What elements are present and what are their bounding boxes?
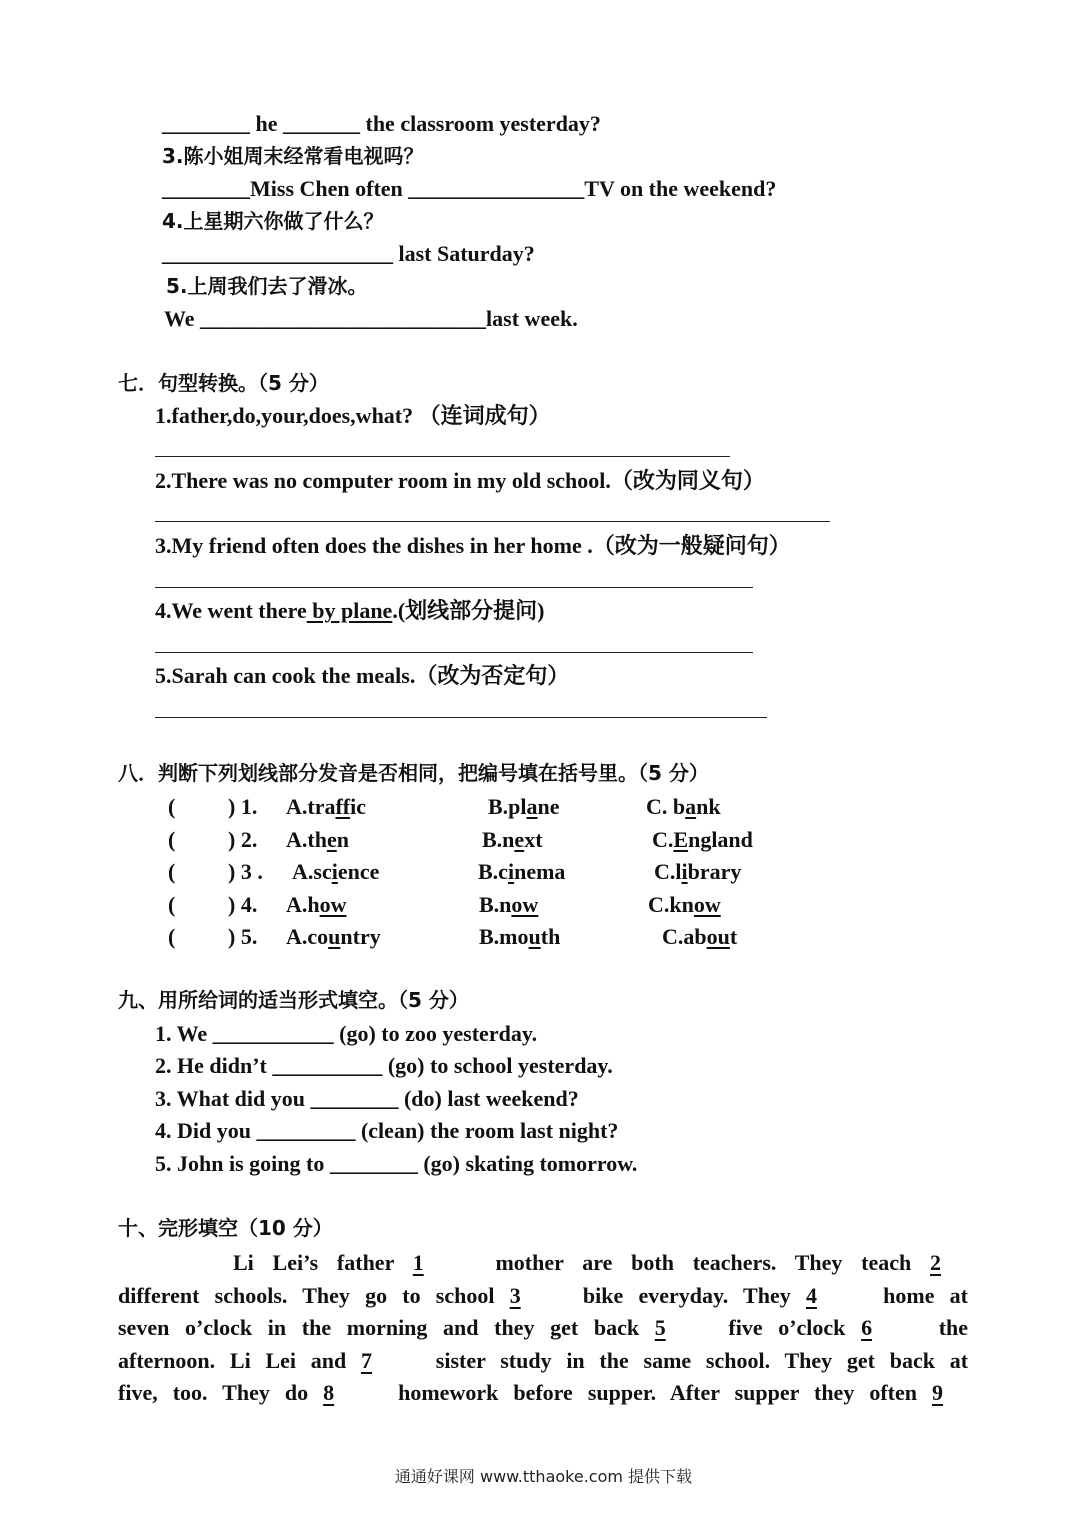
option-b-text: B.c bbox=[478, 859, 508, 884]
option-a bbox=[286, 794, 366, 820]
item-number bbox=[228, 892, 257, 918]
sec7-q5: 5.Sarah can cook the meals.（改为否定句） bbox=[155, 663, 570, 688]
sec7-q4-answer-line[interactable] bbox=[155, 652, 753, 653]
option-c bbox=[646, 794, 721, 820]
cloze-text: afternoon. Li Lei and bbox=[118, 1347, 347, 1373]
cloze-blank-7[interactable]: 7 bbox=[361, 1347, 372, 1373]
option-a-text: ntry bbox=[340, 924, 381, 949]
option-b-underlined: i bbox=[507, 859, 515, 884]
cloze-blank-8[interactable]: 8 bbox=[323, 1380, 335, 1406]
sec9-q4: 4. Did you _________ (clean) the room last night? bbox=[155, 1118, 619, 1143]
option-a bbox=[286, 892, 347, 918]
option-b bbox=[488, 794, 560, 820]
cloze-row-3 bbox=[118, 1312, 968, 1345]
option-a-text: ic bbox=[350, 794, 367, 819]
option-a bbox=[286, 827, 349, 853]
item-number-text: ) 5. bbox=[228, 924, 258, 949]
cloze-text: different schools. They go to school bbox=[118, 1282, 495, 1308]
sec9-q2 bbox=[155, 1053, 613, 1079]
item-number-text: ) 3 . bbox=[228, 859, 263, 884]
cloze-row-4 bbox=[118, 1345, 968, 1378]
cloze-row-5 bbox=[118, 1377, 968, 1410]
option-b-text: B.n bbox=[482, 827, 515, 852]
cloze-blank-4[interactable]: 4 bbox=[805, 1282, 817, 1308]
option-b bbox=[479, 892, 538, 918]
cloze-text: five, too. They do bbox=[118, 1380, 309, 1406]
cloze-text: home at bbox=[883, 1282, 968, 1308]
option-a-underlined: u bbox=[328, 924, 341, 949]
option-a-text: n bbox=[336, 827, 349, 852]
option-c bbox=[662, 924, 737, 950]
option-c-text: C. b bbox=[646, 794, 686, 819]
paren-open: ( bbox=[168, 794, 176, 819]
sec7-q2-answer-line[interactable] bbox=[155, 521, 830, 522]
item-number-text: ) 1. bbox=[228, 794, 258, 819]
option-c-text: C.ab bbox=[662, 924, 707, 949]
sec7-title: 七．句型转换。（5 分） bbox=[118, 371, 329, 395]
sec6-q4-cn: 4.上星期六你做了什么？ bbox=[162, 209, 384, 233]
sec9-q2-pre: 2. He didn’t bbox=[155, 1053, 273, 1078]
option-a bbox=[286, 924, 381, 950]
sec6-q5-en: We __________________________last week. bbox=[164, 306, 578, 331]
cloze-text: the bbox=[938, 1315, 969, 1341]
answer-paren-open[interactable] bbox=[168, 892, 175, 918]
option-c bbox=[654, 859, 741, 885]
option-a-underlined: e bbox=[326, 827, 337, 852]
sec9-q1: 1. We ___________ (go) to zoo yesterday. bbox=[155, 1021, 538, 1046]
option-a-text: A.sc bbox=[292, 859, 332, 884]
answer-paren-open[interactable] bbox=[168, 924, 175, 950]
sec6-q4-en: _____________________ last Saturday? bbox=[162, 241, 535, 266]
option-b-underlined: a bbox=[526, 794, 538, 819]
item-number-text: ) 4. bbox=[228, 892, 258, 917]
cloze-text: seven o’clock in the morning and they get back bbox=[118, 1315, 640, 1341]
option-b bbox=[479, 924, 560, 950]
cloze-blank-5[interactable]: 5 bbox=[654, 1315, 666, 1341]
option-b bbox=[478, 859, 565, 885]
sec6-q2-line: ________ he _______ the classroom yesterday? bbox=[162, 111, 601, 136]
sec7-q4-pre: 4.We went there bbox=[155, 598, 307, 623]
option-a-text: A.h bbox=[286, 892, 320, 917]
cloze-row-1 bbox=[118, 1247, 968, 1280]
option-c-text: C.l bbox=[654, 859, 682, 884]
answer-paren-open[interactable] bbox=[168, 794, 175, 820]
option-c-underlined: ou bbox=[706, 924, 730, 949]
footer-watermark: 通通好课网 www.tthaoke.com 提供下载 bbox=[394, 1467, 693, 1486]
answer-paren-open[interactable] bbox=[168, 827, 175, 853]
option-c-underlined: E bbox=[673, 827, 689, 852]
option-a-text: A.tra bbox=[286, 794, 336, 819]
sec7-q3: 3.My friend often does the dishes in her home .（改为一般疑问句） bbox=[155, 533, 791, 558]
cloze-text: five o’clock bbox=[728, 1315, 846, 1341]
option-b-underlined: e bbox=[514, 827, 525, 852]
sec7-q4 bbox=[155, 598, 544, 624]
option-c-text: brary bbox=[687, 859, 742, 884]
sec6-q3-cn: 3.陈小姐周末经常看电视吗？ bbox=[162, 144, 424, 168]
option-c-text: C. bbox=[652, 827, 674, 852]
option-c-text: ngland bbox=[688, 827, 753, 852]
cloze-text: Li Lei’s father bbox=[233, 1250, 394, 1275]
cloze-row-2 bbox=[118, 1280, 968, 1313]
option-b-text: B.n bbox=[479, 892, 512, 917]
paren-open: ( bbox=[168, 859, 176, 884]
option-b-underlined: u bbox=[528, 924, 541, 949]
item-number bbox=[228, 827, 257, 853]
cloze-text: mother are both teachers. They teach bbox=[495, 1250, 912, 1275]
sec7-q4-underlined: by plane bbox=[306, 598, 393, 623]
sec7-q1-answer-line[interactable] bbox=[155, 456, 730, 457]
cloze-blank-6[interactable]: 6 bbox=[861, 1315, 873, 1341]
cloze-blank-3[interactable]: 3 bbox=[509, 1282, 521, 1308]
sec6-q3-en: ________Miss Chen often ________________TV on the weekend? bbox=[162, 176, 777, 201]
paren-open: ( bbox=[168, 827, 176, 852]
sec9-title: 九、用所给词的适当形式填空。（5 分） bbox=[118, 988, 469, 1012]
option-a-underlined: ow bbox=[319, 892, 347, 917]
option-a-underlined: i bbox=[331, 859, 338, 884]
option-b-text: nema bbox=[514, 859, 566, 884]
option-b-text: th bbox=[540, 924, 561, 949]
option-b-text: B.pl bbox=[488, 794, 527, 819]
sec9-q2-post: (go) to school yesterday. bbox=[382, 1053, 613, 1078]
option-c-underlined: ow bbox=[693, 892, 721, 917]
answer-paren-open[interactable] bbox=[168, 859, 175, 885]
paren-open: ( bbox=[168, 924, 176, 949]
paren-open: ( bbox=[168, 892, 176, 917]
cloze-blank-9[interactable]: 9 bbox=[932, 1380, 944, 1406]
sec6-q5-cn: 5.上周我们去了滑冰。 bbox=[166, 274, 368, 298]
sec7-q1: 1.father,do,your,does,what? （连词成句） bbox=[155, 403, 551, 428]
cloze-blank-2[interactable]: 2 bbox=[930, 1250, 942, 1275]
cloze-text: sister study in the same school. They get back at bbox=[435, 1347, 969, 1373]
cloze-text: homework before supper. After supper they often bbox=[398, 1380, 917, 1406]
cloze-blank-1[interactable]: 1 bbox=[412, 1250, 424, 1275]
sec10-title: 十、完形填空（10 分） bbox=[118, 1216, 333, 1240]
option-b bbox=[482, 827, 543, 853]
option-a-text: ence bbox=[337, 859, 380, 884]
cloze-passage bbox=[118, 1247, 968, 1410]
option-b-underlined: ow bbox=[511, 892, 539, 917]
option-b-text: xt bbox=[524, 827, 543, 852]
item-number bbox=[228, 794, 257, 820]
option-c bbox=[652, 827, 753, 853]
option-b-text: ne bbox=[537, 794, 560, 819]
option-a-text: A.th bbox=[286, 827, 327, 852]
sec8-title: 八．判断下列划线部分发音是否相同，把编号填在括号里。（5 分） bbox=[118, 761, 709, 785]
item-number-text: ) 2. bbox=[228, 827, 258, 852]
sec7-q4-post: .(划线部分提问) bbox=[392, 598, 545, 623]
option-a-text: A.co bbox=[286, 924, 329, 949]
option-b-text: B.mo bbox=[479, 924, 529, 949]
option-a-underlined: ff bbox=[335, 794, 351, 819]
option-c-text: t bbox=[729, 924, 738, 949]
cloze-text: bike everyday. They bbox=[582, 1282, 791, 1308]
sec7-q5-answer-line[interactable] bbox=[155, 717, 767, 718]
option-c-underlined: a bbox=[685, 794, 697, 819]
sec9-q2-blank[interactable]: __________ bbox=[272, 1053, 383, 1078]
option-a bbox=[292, 859, 379, 885]
item-number bbox=[228, 924, 257, 950]
sec9-q5: 5. John is going to ________ (go) skating tomorrow. bbox=[155, 1151, 638, 1176]
item-number bbox=[228, 859, 263, 885]
sec7-q3-answer-line[interactable] bbox=[155, 587, 753, 588]
option-c-text: C.kn bbox=[648, 892, 694, 917]
option-c bbox=[648, 892, 721, 918]
sec9-q3: 3. What did you ________ (do) last weekend? bbox=[155, 1086, 579, 1111]
option-c-underlined: i bbox=[681, 859, 688, 884]
option-c-text: nk bbox=[696, 794, 721, 819]
sec7-q2: 2.There was no computer room in my old school.（改为同义句） bbox=[155, 468, 765, 493]
